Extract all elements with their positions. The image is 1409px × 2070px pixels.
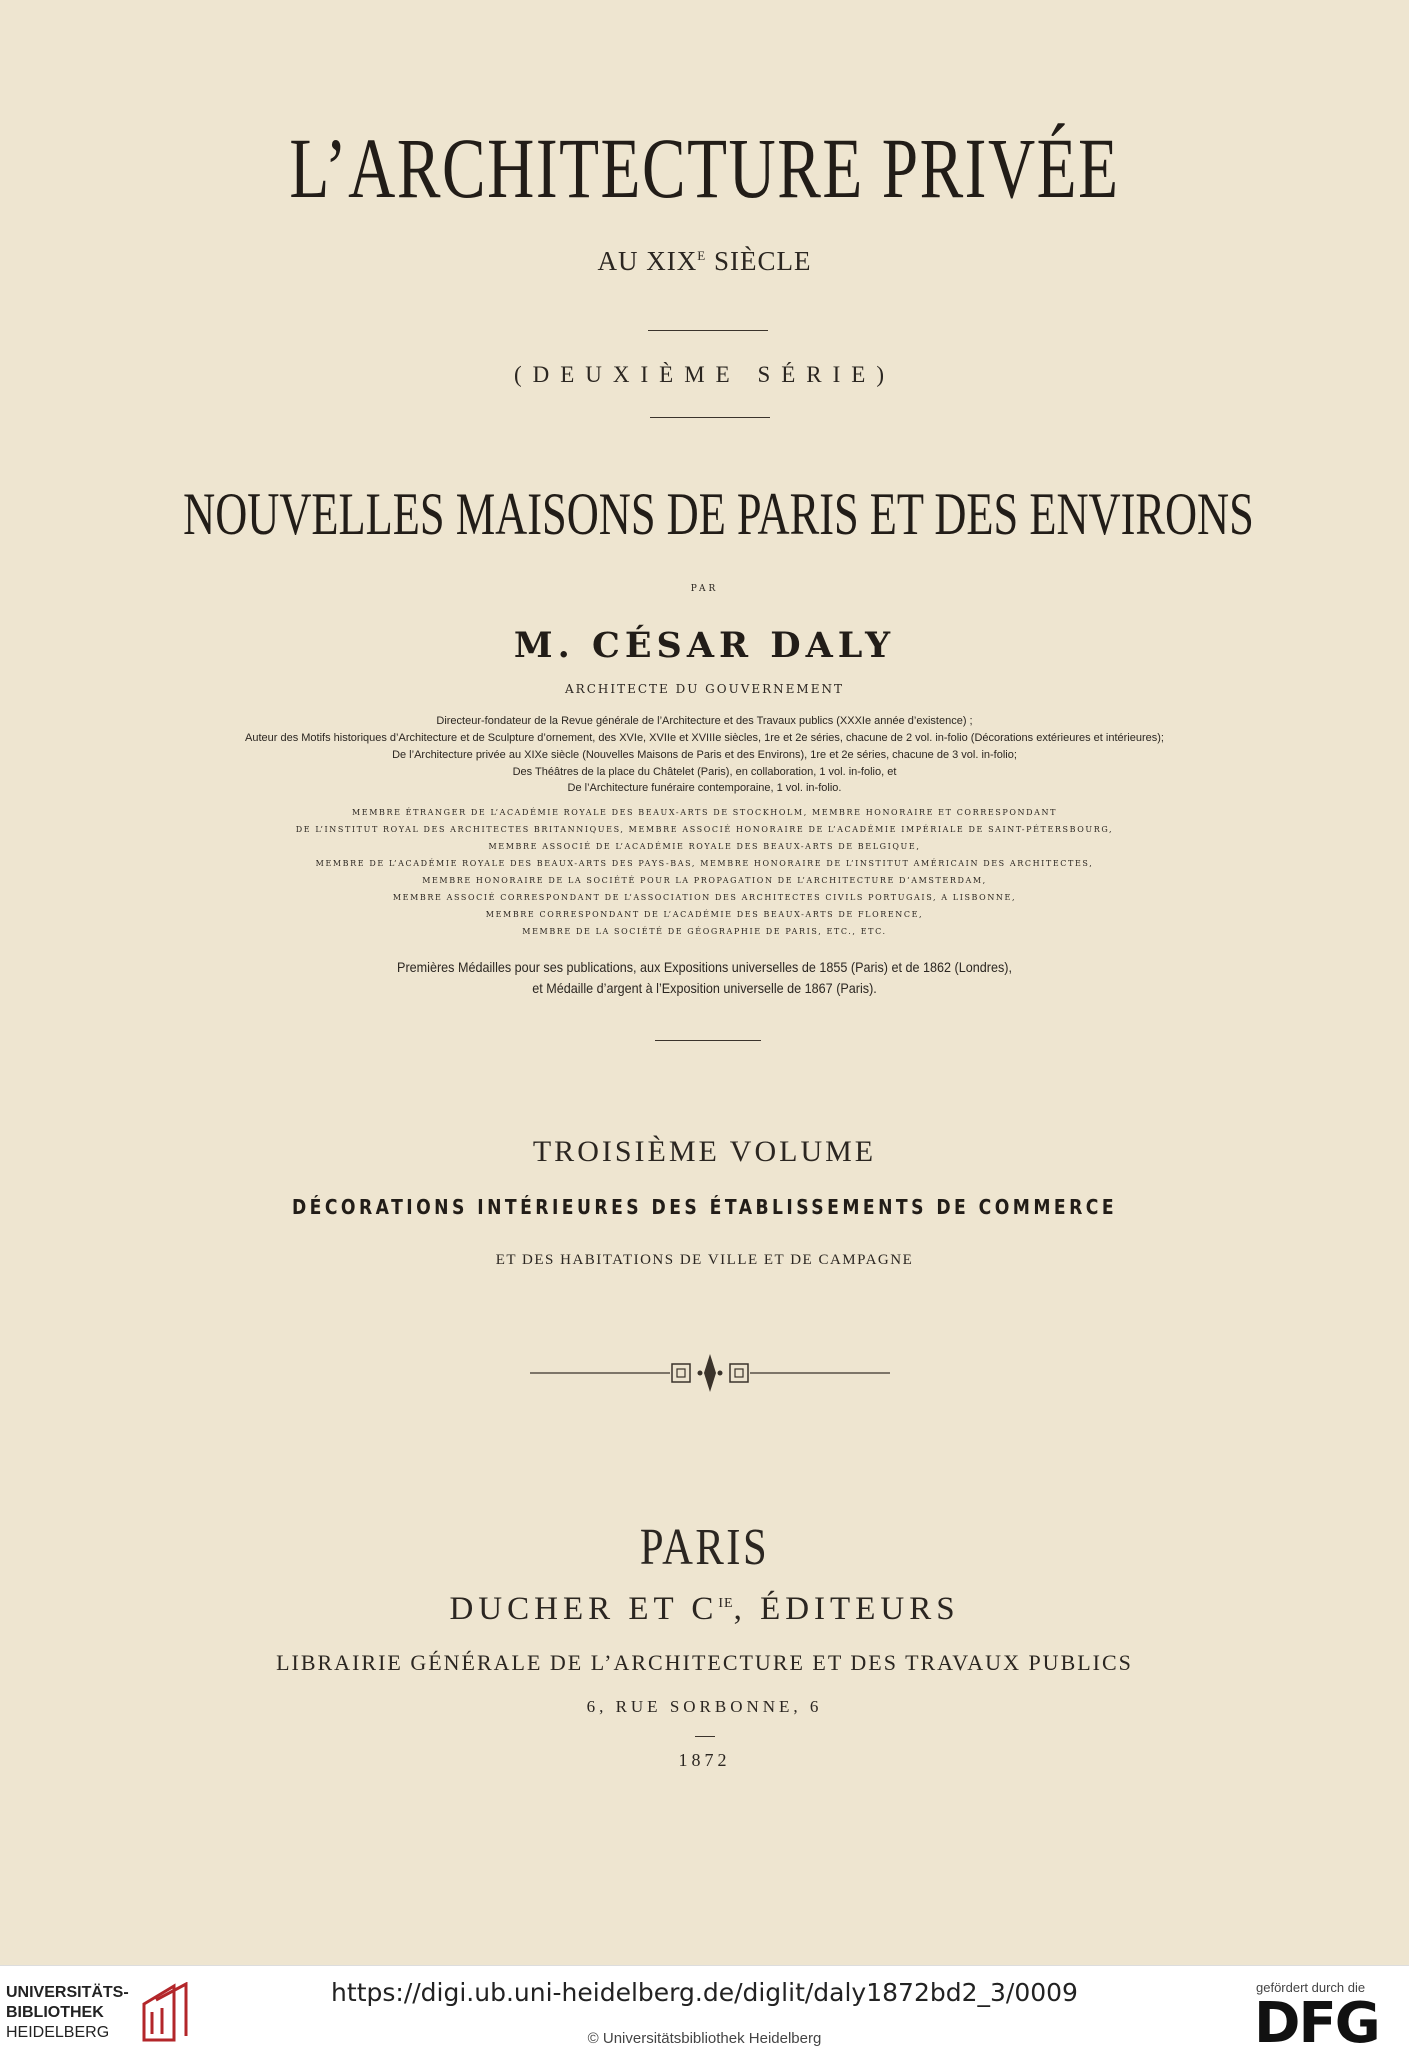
publisher-superscript: IE (718, 1596, 734, 1611)
credit-line: Directeur-fondateur de la Revue générale de l’Architecture et des Travaux publics (XXXIe année d’existence) ; (436, 715, 973, 727)
divider-rule (648, 330, 768, 331)
series-label: (DEUXIÈME SÉRIE) (513, 362, 896, 387)
library-name-line: UNIVERSITÄTS- (6, 1984, 129, 2001)
divider-rule (655, 1040, 761, 1041)
permalink-url[interactable]: https://digi.ub.uni-heidelberg.de/diglit/daly1872bd2_3/0009 (331, 1978, 1078, 2007)
author-name: M. CÉSAR DALY (513, 625, 896, 666)
credit-line: De l’Architecture funéraire contemporaine, 1 vol. in-folio. (567, 782, 842, 794)
dfg-logo: DFG (1254, 1991, 1379, 2056)
publisher-name: DUCHER ET C (449, 1591, 719, 1627)
imprint-publisher (0, 1591, 1409, 1628)
credit-line: De l’Architecture privée au XIXe siècle (Nouvelles Maisons de Paris et des Environs), 1re et 2e séries, chacune de 3 vol. in-folio; (392, 749, 1017, 761)
membership-line: MEMBRE ASSOCIÉ DE L’ACADÉMIE ROYALE DES BEAUX-ARTS DE BELGIQUE, (488, 842, 921, 851)
divider-rule (650, 417, 770, 418)
imprint-address: 6, RUE SORBONNE, 6 (586, 1697, 823, 1716)
main-title: L’ARCHITECTURE PRIVÉE (289, 120, 1120, 216)
by-label: PAR (690, 584, 719, 594)
membership-line: MEMBRE HONORAIRE DE LA SOCIÉTÉ POUR LA PROPAGATION DE L’ARCHITECTURE D’AMSTERDAM, (422, 876, 987, 885)
volume-subject-continued: ET DES HABITATIONS DE VILLE ET DE CAMPAGNE (495, 1252, 914, 1268)
copyright-notice: © Universitätsbibliothek Heidelberg (587, 2030, 822, 2047)
imprint-bookstore: LIBRAIRIE GÉNÉRALE DE L’ARCHITECTURE ET DES TRAVAUX PUBLICS (276, 1650, 1133, 1675)
membership-line: MEMBRE CORRESPONDANT DE L’ACADÉMIE DES BEAUX-ARTS DE FLORENCE, (485, 910, 924, 919)
subtitle-superscript: E (697, 248, 707, 263)
volume-subject: DÉCORATIONS INTÉRIEURES DES ÉTABLISSEMENTS DE COMMERCE (291, 1195, 1118, 1219)
library-name-line: BIBLIOTHEK (6, 2004, 104, 2021)
publisher-end: , ÉDITEURS (733, 1591, 960, 1627)
divider-rule (695, 1736, 715, 1737)
ornamental-divider (530, 1348, 890, 1398)
volume-number: TROISIÈME VOLUME (532, 1135, 877, 1168)
subtitle-end: SIÈCLE (706, 246, 812, 276)
medals-line: Premières Médailles pour ses publications, aux Expositions universelles de 1855 (Paris) et de 1862 (Londres), (397, 959, 1012, 975)
membership-line: MEMBRE DE L’ACADÉMIE ROYALE DES BEAUX-ARTS DES PAYS-BAS, MEMBRE HONORAIRE DE L’INSTITUT AMÉRICAIN DES ARCHITECTES, (315, 859, 1094, 868)
imprint-year: 1872 (678, 1750, 731, 1770)
membership-line: DE L’INSTITUT ROYAL DES ARCHITECTES BRITANNIQUES, MEMBRE ASSOCIÉ HONORAIRE DE L’ACADÉMIE IMPÉRIALE DE SAINT-PÉTERSBOURG, (295, 825, 1114, 834)
membership-line: MEMBRE ASSOCIÉ CORRESPONDANT DE L’ASSOCIATION DES ARCHITECTES CIVILS PORTUGAIS, A LISBONNE, (392, 893, 1017, 902)
sponsor-logo[interactable] (1240, 1966, 1409, 2070)
sponsor-label: gefördert durch die (1256, 1980, 1366, 1995)
membership-line: MEMBRE ÉTRANGER DE L’ACADÉMIE ROYALE DES BEAUX-ARTS DE STOCKHOLM, MEMBRE HONORAIRE ET CORRESPONDANT (351, 808, 1058, 817)
author-role: ARCHITECTE DU GOUVERNEMENT (565, 682, 844, 696)
membership-line: MEMBRE DE LA SOCIÉTÉ DE GÉOGRAPHIE DE PARIS, ETC., ETC. (522, 927, 887, 936)
library-name-line: HEIDELBERG (6, 2024, 110, 2041)
credit-line: Auteur des Motifs historiques d’Architecture et de Sculpture d’ornement, des XVIe, XVIIe et XVIIIe siècles, 1re et 2e séries, chacune de 2 vol. in-folio (Décorations extérieures et intérieures); (245, 732, 1164, 744)
subtitle-text: AU XIX (597, 246, 698, 276)
imprint-city: PARIS (639, 1519, 770, 1576)
collection-title: NOUVELLES MAISONS DE PARIS ET DES ENVIRONS (183, 481, 1254, 547)
subtitle (0, 246, 1409, 277)
credit-line: Des Théâtres de la place du Châtelet (Paris), en collaboration, 1 vol. in-folio, et (512, 766, 897, 778)
viewer-footer (0, 1965, 1409, 2070)
medals-line: et Médaille d’argent à l’Exposition universelle de 1867 (Paris). (532, 980, 877, 996)
